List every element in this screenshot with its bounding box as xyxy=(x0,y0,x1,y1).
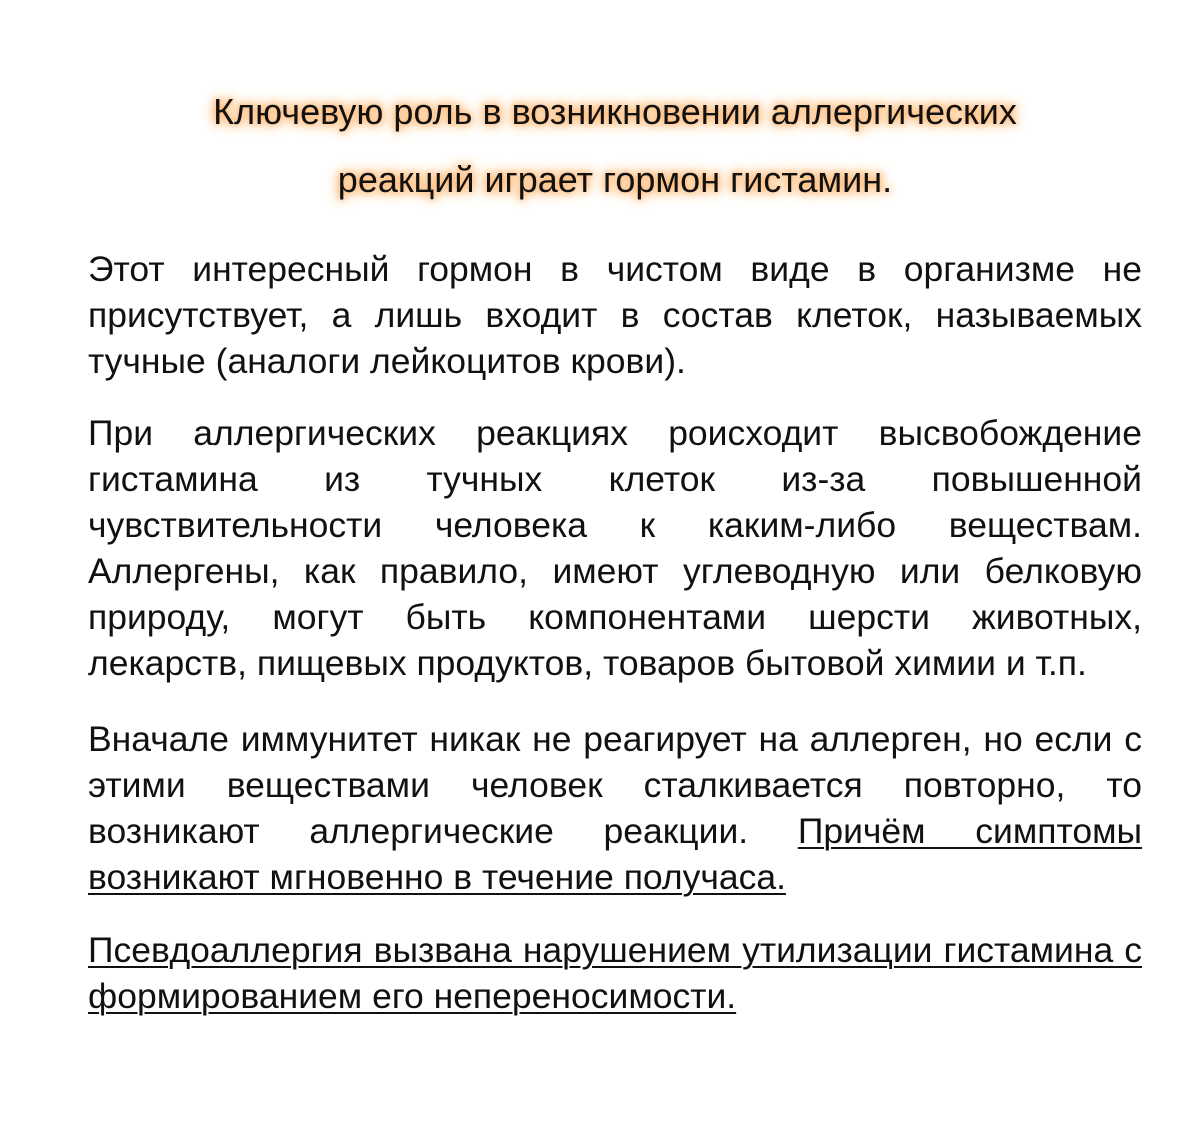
immune-response-text: Вначале иммунитет никак не реагирует на аллерген, но если с этими веществами человек сталкивается повторно, то возникают аллергические реакции. xyxy=(88,719,1142,851)
paragraph-histamine-location: Этот интересный гормон в чистом виде в организме не присутствует, а лишь входит в состав клеток, называемых тучные (аналоги лейкоцитов крови). xyxy=(88,249,1142,381)
pseudoallergy-underlined-text: Псевдоаллергия вызвана нарушением утилизации гистамина с формированием его непереносимости. xyxy=(88,930,1142,1016)
document-page xyxy=(88,78,1142,1019)
paragraph-immune-response xyxy=(88,716,1142,900)
heading xyxy=(88,78,1142,214)
heading-line-2: реакций играет гормон гистамин. xyxy=(337,159,893,200)
paragraph-pseudoallergy xyxy=(88,927,1142,1019)
paragraph-allergic-reactions: При аллергических реакциях роисходит высвобождение гистамина из тучных клеток из-за повышенной чувствительности человека к каким-либо веществам. Аллергены, как правило, имеют углеводную или белковую природу, могут быть компонентами шерсти животных, лекарств, пищевых продуктов, товаров бытовой химии и т.п. xyxy=(88,413,1142,683)
symptoms-underlined-text: Причём симптомы возникают мгновенно в течение получаса. xyxy=(88,811,1142,897)
heading-line-1: Ключевую роль в возникновении аллергических xyxy=(213,91,1017,132)
